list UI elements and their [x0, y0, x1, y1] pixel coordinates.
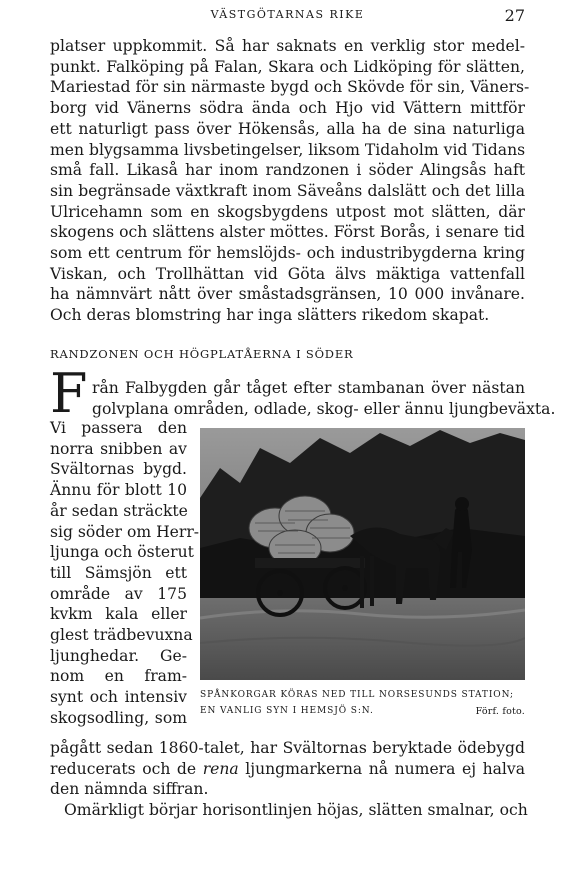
text-line: ljunghedar. Ge- — [50, 646, 187, 665]
text-line: sin begränsade växtkraft inom Säveåns dalslätt och det lilla — [50, 181, 525, 200]
text-line: synt och intensiv — [50, 688, 187, 707]
text-line: år sedan sträckte — [50, 501, 188, 520]
text-line: borg vid Vänerns södra ända och Hjo vid Vättern mittför — [50, 99, 525, 118]
text-line: nom en fram- — [50, 667, 187, 686]
text-line: punkt. Falköping på Falan, Skara och Lidköping för slätten, — [50, 57, 525, 76]
page-number: 27 — [504, 6, 525, 25]
text-line: den nämnda siffran. — [50, 780, 209, 799]
text-fragment: ljungmarkerna nå numera ej halva — [238, 759, 526, 778]
paragraph-3 — [50, 738, 525, 800]
text-line: men blygsamma livsbetingelser, liksom Tidaholm vid Tidans — [50, 140, 526, 159]
text-line: Ulricehamn som en skogsbygdens utpost mot slätten, där — [50, 202, 525, 221]
text-line: Ännu för blott 10 — [50, 481, 187, 500]
paragraph-1 — [50, 36, 530, 326]
text-line: små fall. Likaså har inom randzonen i söder Alingsås haft — [50, 161, 525, 180]
text-line: skogsodling, som — [50, 708, 187, 727]
emphasized-word: rena — [202, 759, 239, 778]
text-line: sig söder om Herr- — [50, 522, 200, 541]
paragraph-4 — [50, 800, 528, 821]
text-line: pågått sedan 1860-talet, har Svältornas beryktade ödebygd — [50, 739, 525, 757]
photo-caption-text: EN VANLIG SYN I HEMSJÖ S:N. — [200, 706, 374, 716]
page-header — [50, 6, 525, 28]
section-heading: RANDZONEN OCH HÖGPLATÅERNA I SÖDER — [50, 347, 354, 361]
text-line: till Sämsjön ett — [50, 563, 187, 582]
text-line: golvplana områden, odlade, skog- eller ännu ljungbeväxta. — [92, 399, 556, 418]
photograph-image — [200, 428, 525, 680]
text-line: ljunga och österut — [50, 543, 194, 562]
text-line: platser uppkommit. Så har saknats en verklig stor medel- — [50, 37, 525, 55]
text-line: glest trädbevuxna — [50, 626, 193, 645]
text-line: Mariestad för sin närmaste bygd och Skövde för sin, Väners- — [50, 78, 530, 97]
photo-credit: Förf. foto. — [475, 706, 525, 717]
text-line — [50, 759, 525, 780]
text-line: skogens och slättens alster möttes. Först Borås, i senare tid — [50, 223, 525, 242]
text-line: kvkm kala eller — [50, 605, 187, 624]
text-line: rån Falbygden går tåget efter stambanan över nästan — [92, 379, 525, 397]
paragraph-2-column — [50, 418, 200, 729]
text-line: Svältornas bygd. — [50, 460, 187, 479]
text-line: norra snibben av — [50, 439, 187, 458]
text-line: ha nämnvärt nått över småstadsgränsen, 10 000 invånare. — [50, 285, 525, 304]
drop-cap: F — [50, 362, 88, 425]
text-line: Viskan, och Trollhättan vid Göta älvs mäktiga vattenfall — [50, 264, 525, 283]
text-line: som ett centrum för hemslöjds- och industribygderna kring — [50, 244, 525, 263]
photograph-horse-cart — [200, 428, 525, 680]
photo-caption-line-2 — [200, 706, 525, 716]
photo-caption-line-1: SPÅNKORGAR KÖRAS NED TILL NORSESUNDS STATION; — [200, 690, 514, 700]
text-fragment: reducerats och de — [50, 759, 203, 778]
paragraph-2-opening — [92, 378, 556, 419]
text-line: Och deras blomstring har inga slätters rikedom skapat. — [50, 306, 490, 325]
running-head: VÄSTGÖTARNAS RIKE — [210, 8, 365, 21]
text-line: ett naturligt pass över Hökensås, alla ha de sina naturliga — [50, 119, 525, 138]
text-line: Omärkligt börjar horisontlinjen höjas, slätten smalnar, och — [64, 801, 528, 819]
text-line: område av 175 — [50, 584, 187, 603]
text-line: Vi passera den — [50, 419, 187, 437]
